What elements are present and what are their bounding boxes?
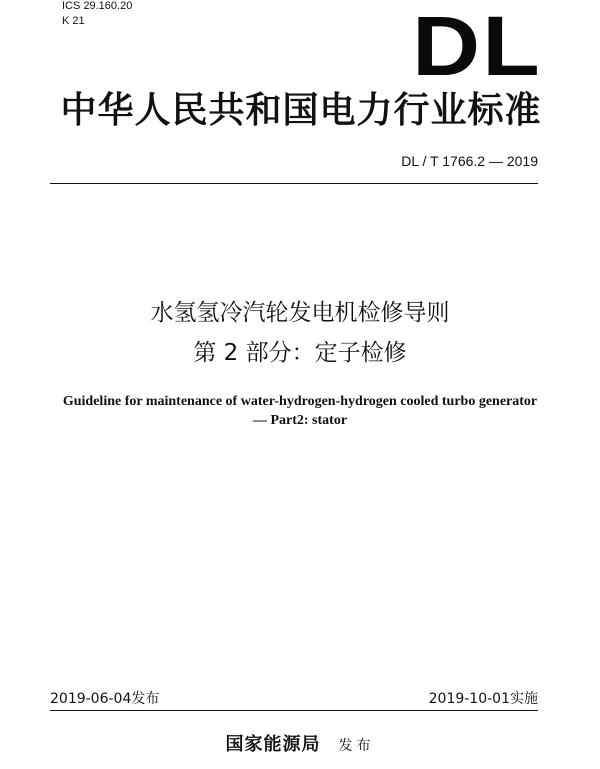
- classification-code: K 21: [62, 15, 85, 27]
- issuer-action: 发布: [338, 738, 375, 754]
- issuer-name: 国家能源局: [225, 734, 321, 755]
- title-english-line2: — Part2: stator: [252, 413, 348, 428]
- standard-number: DL / T 1766.2 — 2019: [401, 153, 538, 169]
- implement-date: 2019-10-01实施: [428, 691, 538, 707]
- ics-code: ICS 29.160.20: [62, 0, 133, 12]
- title-chinese-line2: 第 2 部分：定子检修: [193, 340, 407, 366]
- bottom-divider: [50, 710, 538, 711]
- publish-date: 2019-06-04发布: [50, 691, 160, 707]
- issuer-line: [0, 733, 600, 758]
- standard-type-heading: 中华人民共和国电力行业标准: [60, 89, 542, 131]
- dl-logo: DL: [412, 0, 542, 93]
- title-english-line1: Guideline for maintenance of water-hydrogen-hydrogen cooled turbo generator: [62, 394, 538, 409]
- title-chinese-line1: 水氢氢冷汽轮发电机检修导则: [150, 300, 450, 326]
- top-divider: [50, 183, 538, 184]
